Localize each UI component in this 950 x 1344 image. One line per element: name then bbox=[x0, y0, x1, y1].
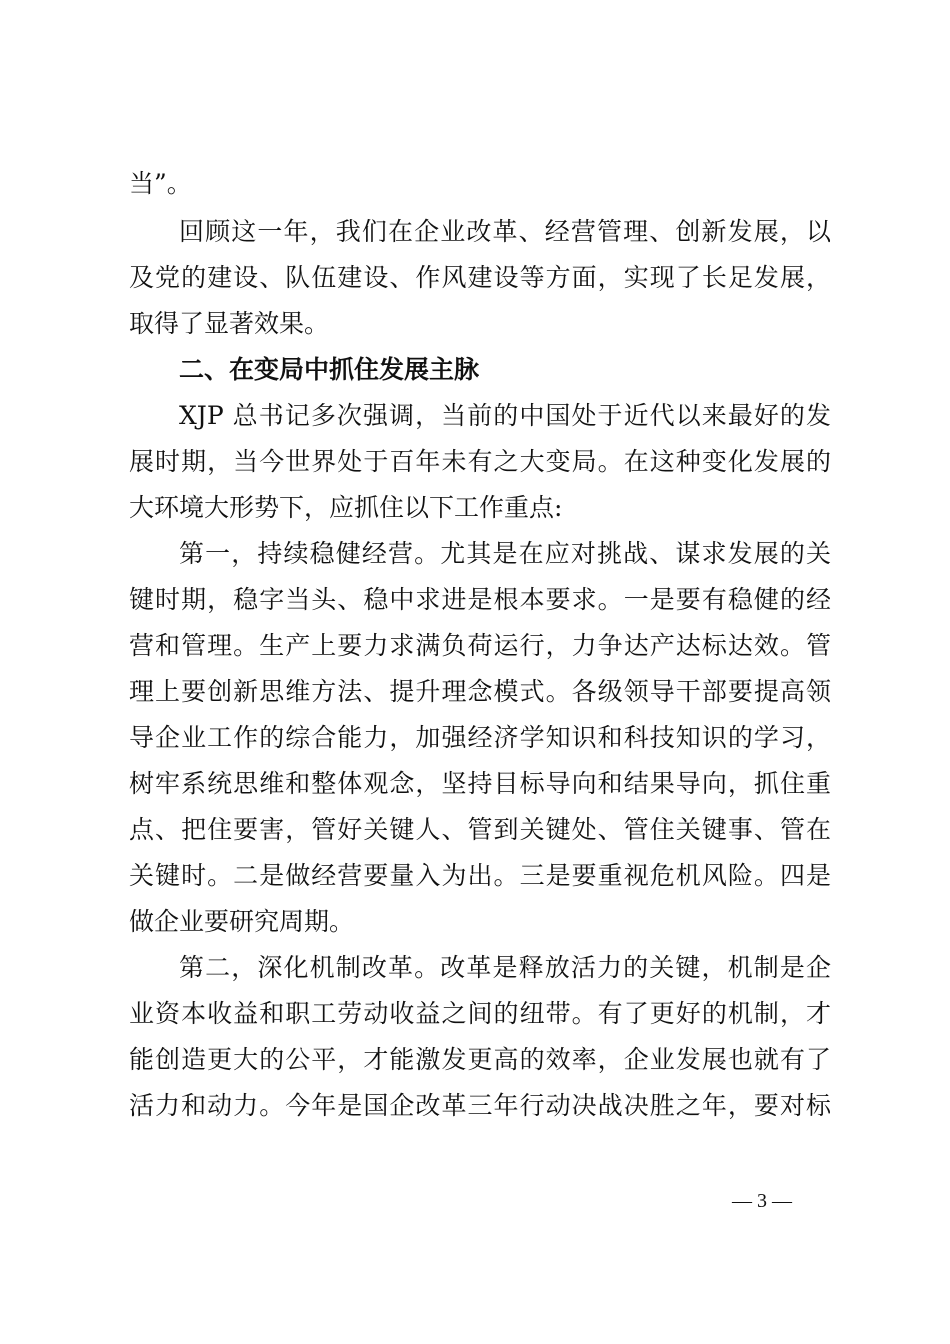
paragraph-line: 活力和动力。今年是国企改革三年行动决战决胜之年，要对标 bbox=[129, 1091, 831, 1120]
paragraph-line: 理上要创新思维方法、提升理念模式。各级领导干部要提高领 bbox=[129, 677, 831, 706]
paragraph-line: 导企业工作的综合能力，加强经济学知识和科技知识的学习， bbox=[129, 723, 831, 752]
paragraph-line: 及党的建设、队伍建设、作风建设等方面，实现了长足发展， bbox=[129, 263, 831, 292]
paragraph-line: 回顾这一年，我们在企业改革、经营管理、创新发展，以 bbox=[179, 217, 831, 246]
paragraph-line: 第二，深化机制改革。改革是释放活力的关键，机制是企 bbox=[179, 953, 831, 982]
paragraph-line: 关键时。二是做经营要量入为出。三是要重视危机风险。四是 bbox=[129, 861, 831, 890]
paragraph-line: XJP 总书记多次强调，当前的中国处于近代以来最好的发 bbox=[179, 401, 831, 430]
section-heading: 二、在变局中抓住发展主脉 bbox=[179, 355, 480, 384]
paragraph-line: 业资本收益和职工劳动收益之间的纽带。有了更好的机制，才 bbox=[129, 999, 831, 1028]
page-number: — 3 — bbox=[732, 1190, 792, 1212]
text-line: 当”。 bbox=[129, 169, 192, 198]
paragraph-line: 大环境大形势下，应抓住以下工作重点: bbox=[129, 493, 563, 522]
paragraph-line: 展时期，当今世界处于百年未有之大变局。在这种变化发展的 bbox=[129, 447, 831, 476]
paragraph-line: 键时期，稳字当头、稳中求进是根本要求。一是要有稳健的经 bbox=[129, 585, 831, 614]
paragraph-line: 点、把住要害，管好关键人、管到关键处、管住关键事、管在 bbox=[129, 815, 831, 844]
paragraph-line: 做企业要研究周期。 bbox=[129, 907, 355, 936]
paragraph-line: 第一，持续稳健经营。尤其是在应对挑战、谋求发展的关 bbox=[179, 539, 831, 568]
paragraph-line: 树牢系统思维和整体观念，坚持目标导向和结果导向，抓住重 bbox=[129, 769, 831, 798]
paragraph-line: 能创造更大的公平，才能激发更高的效率，企业发展也就有了 bbox=[129, 1045, 831, 1074]
paragraph-line: 取得了显著效果。 bbox=[129, 309, 330, 338]
paragraph-line: 营和管理。生产上要力求满负荷运行，力争达产达标达效。管 bbox=[129, 631, 831, 660]
document-body bbox=[129, 160, 831, 1129]
